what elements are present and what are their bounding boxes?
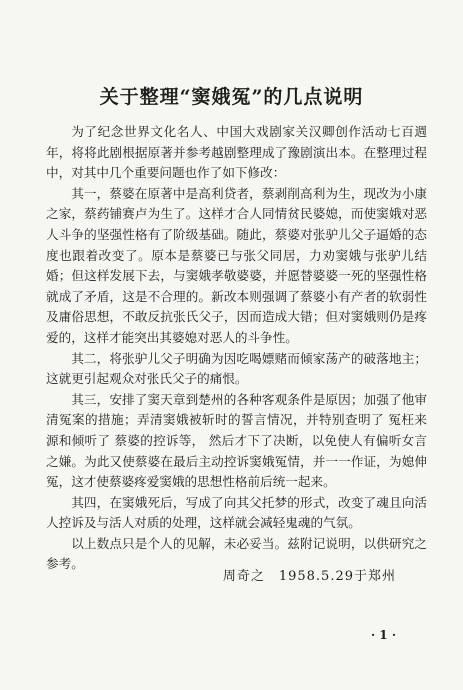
paragraph-point-2: 其二，将张驴儿父子明确为因吃喝嫖赌而倾家荡产的破落地主；这就更引起观众对张氏父子的痛恨。 [46,350,427,387]
paragraph-point-4: 其四，在窦娥死后，写成了向其父托梦的形式，改变了魂且向活人控诉及与活人对质的处理，这样就会减轻鬼魂的气氛。 [46,494,427,531]
paragraph-closing: 以上数点只是个人的见解，未必妥当。兹附记说明，以供研究之参考。 [46,535,427,572]
document-body [46,122,427,575]
author-signature: 周奇之 1958.5.29于郑州 [222,569,396,584]
document-title: 关于整理“窦娥冤”的几点说明 [99,86,364,108]
paragraph-intro: 为了纪念世界文化名人、中国大戏剧家关汉卿创作活动七百週年，将将此剧根据原著并参考越剧整理成了豫剧演出本。在整理过程中，对其中几个重要问题也作了如下修改： [46,124,427,181]
page-number: · 1 · [370,628,396,642]
paragraph-point-3: 其三，安排了窦天章到楚州的各种客观条件是原因；加强了他审清冤案的措施；弄清窦娥被斩时的誓言情况，并特别查明了 冤枉来源和倾听了 蔡婆的控诉等， 然后才下了决断，以免使人有偏听女言之嫌。为此又使蔡婆在最后主动控诉窦娥冤情，并一一作证，为媳伸冤，这才使蔡婆疼爱窦娥的思想性格前后统一起来。 [46,391,427,490]
paragraph-point-1: 其一，蔡婆在原著中是高利贷者，蔡剥削高利为生，现改为小康之家，蔡药铺赛卢为生了。这样才合人同情贫民婆媳，而使窦娥对恶人斗争的坚强性格有了阶级基础。随此，蔡婆对张驴儿父子逼婚的态度也跟着改变了。原本是蔡婆已与张父同居，力劝窦娥与张驴儿结婚；但这样发展下去，与窦娥孝敬婆婆，并愿替婆婆一死的坚强性格就成了矛盾，这是不合理的。新改本则强调了蔡婆小有产者的软弱性及庸俗思想，不敢反抗张氏父子，因而造成大错；但对窦娥则仍是疼爱的，这样才能突出其婆媳对恶人的斗争性。 [46,185,427,345]
